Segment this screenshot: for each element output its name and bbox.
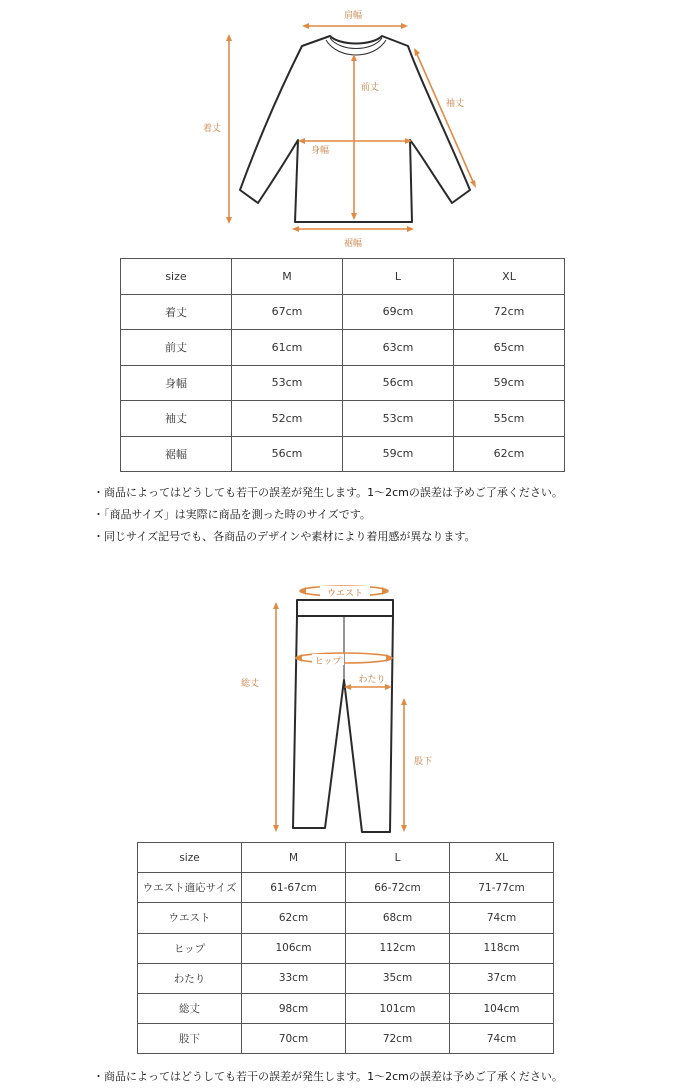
table-cell: 37cm (450, 963, 554, 993)
table-cell: わたり (138, 963, 242, 993)
header-cell: size (121, 259, 232, 295)
table-header-row (121, 259, 565, 295)
table-cell: 65cm (454, 330, 565, 366)
table-cell: 53cm (343, 401, 454, 437)
table-cell: 72cm (454, 294, 565, 330)
table-cell: 身幅 (121, 365, 232, 401)
table-cell: 98cm (242, 993, 346, 1023)
note-line: ・商品によってはどうしても若干の誤差が発生します。1〜2cmの誤差は予めご了承ください。 (93, 486, 563, 499)
table-cell: 56cm (232, 436, 343, 472)
table-cell: 72cm (346, 1024, 450, 1054)
shoulder-label: 肩幅 (343, 11, 363, 21)
front-length-label: 前丈 (360, 83, 380, 93)
inseam-label: 股下 (413, 757, 433, 767)
table-cell: 裾幅 (121, 436, 232, 472)
shirt-size-table (120, 258, 565, 472)
table-cell: 104cm (450, 993, 554, 1023)
table-row (138, 903, 554, 933)
header-cell: L (346, 843, 450, 873)
table-cell: 106cm (242, 933, 346, 963)
table-cell: 112cm (346, 933, 450, 963)
table-cell: 74cm (450, 903, 554, 933)
table-cell: 56cm (343, 365, 454, 401)
table-cell: 70cm (242, 1024, 346, 1054)
table-cell: 61-67cm (242, 873, 346, 903)
table-row (121, 365, 565, 401)
table-cell: ウエスト (138, 903, 242, 933)
table-cell: 着丈 (121, 294, 232, 330)
header-cell: size (138, 843, 242, 873)
shirt-diagram (0, 0, 691, 255)
table-row (138, 1024, 554, 1054)
pants-diagram (0, 580, 691, 840)
hem-width-label: 裾幅 (343, 239, 363, 249)
sleeve-label: 袖丈 (445, 99, 465, 109)
table-cell: 53cm (232, 365, 343, 401)
body-width-label: 身幅 (310, 146, 330, 156)
table-cell: 33cm (242, 963, 346, 993)
table-cell: 74cm (450, 1024, 554, 1054)
table-cell: 68cm (346, 903, 450, 933)
table-cell: 総丈 (138, 993, 242, 1023)
table-cell: 59cm (343, 436, 454, 472)
header-cell: XL (450, 843, 554, 873)
table-cell: 59cm (454, 365, 565, 401)
table-cell: 71-77cm (450, 873, 554, 903)
table-cell: 61cm (232, 330, 343, 366)
table-cell: 袖丈 (121, 401, 232, 437)
table-cell: 35cm (346, 963, 450, 993)
table-cell: 69cm (343, 294, 454, 330)
thigh-label: わたり (358, 675, 386, 685)
footer-note (93, 1066, 563, 1088)
table-cell: 52cm (232, 401, 343, 437)
table-cell: 63cm (343, 330, 454, 366)
pants-size-table (137, 842, 554, 1054)
table-cell: 66-72cm (346, 873, 450, 903)
header-cell: XL (454, 259, 565, 295)
table-row (121, 436, 565, 472)
table-row (138, 963, 554, 993)
table-row (138, 933, 554, 963)
table-row (121, 294, 565, 330)
header-cell: M (232, 259, 343, 295)
note-line: ・商品によってはどうしても若干の誤差が発生します。1〜2cmの誤差は予めご了承ください。 (93, 1070, 563, 1083)
table-header-row (138, 843, 554, 873)
notes (93, 482, 563, 548)
table-cell: ヒップ (138, 933, 242, 963)
table-cell: 前丈 (121, 330, 232, 366)
table-cell: 118cm (450, 933, 554, 963)
length-label: 着丈 (202, 124, 222, 134)
table-row (121, 401, 565, 437)
table-cell: 101cm (346, 993, 450, 1023)
hip-label: ヒップ (314, 657, 342, 667)
table-row (121, 330, 565, 366)
table-cell: 62cm (242, 903, 346, 933)
waist-label: ウエスト (326, 589, 364, 599)
note-line: ・「商品サイズ」は実際に商品を測った時のサイズです。 (93, 508, 371, 521)
total-length-label: 総丈 (240, 679, 260, 689)
table-row (138, 873, 554, 903)
table-cell: 67cm (232, 294, 343, 330)
table-cell: ウエスト適応サイズ (138, 873, 242, 903)
header-cell: L (343, 259, 454, 295)
note-line: ・同じサイズ記号でも、各商品のデザインや素材により着用感が異なります。 (93, 530, 476, 543)
table-cell: 55cm (454, 401, 565, 437)
header-cell: M (242, 843, 346, 873)
table-cell: 62cm (454, 436, 565, 472)
table-row (138, 993, 554, 1023)
table-cell: 股下 (138, 1024, 242, 1054)
